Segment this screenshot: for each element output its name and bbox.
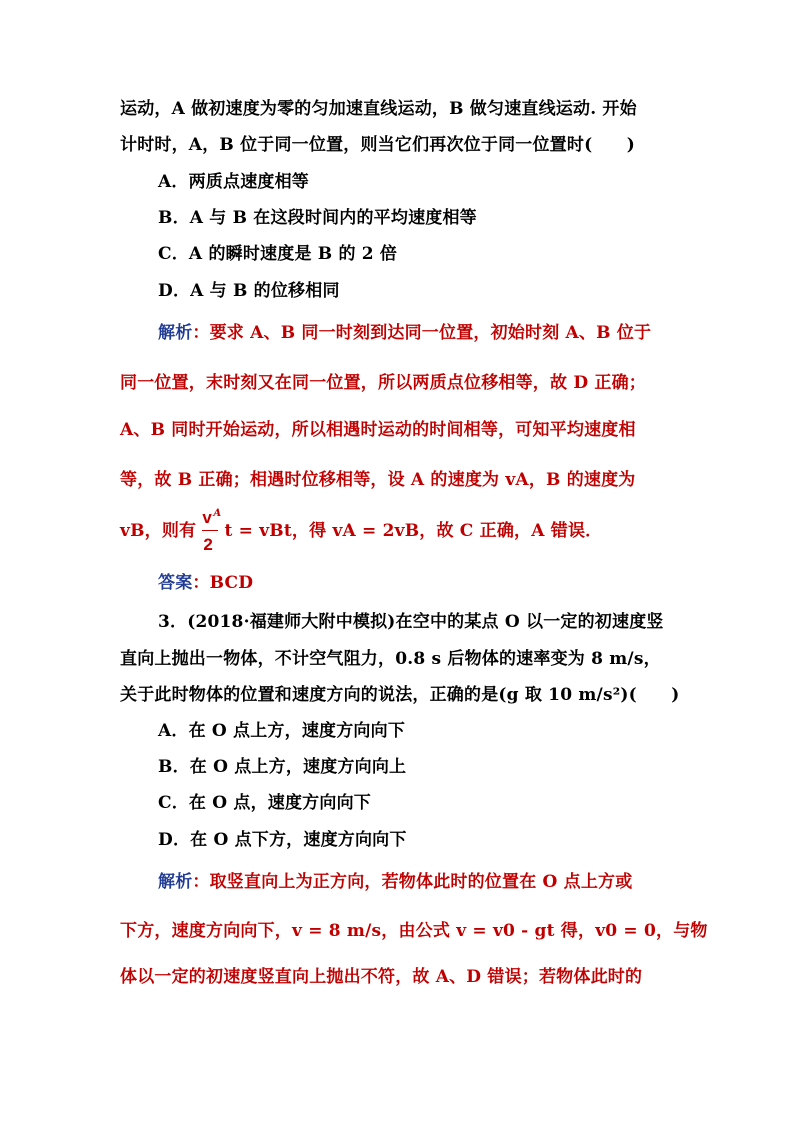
option-c: C．A 的瞬时速度是 B 的 2 倍 xyxy=(158,244,398,264)
analysis-formula-line xyxy=(120,507,603,554)
option-a: A．在 O 点上方，速度方向向下 xyxy=(158,721,406,741)
fraction-bar xyxy=(202,530,218,531)
analysis-text: ：取竖直向上为正方向，若物体此时的位置在 O 点上方或 xyxy=(192,872,633,892)
analysis-line: 下方，速度方向向下，v = 8 m/s，由公式 v = v0 - gt 得，v0 = 0，与物 xyxy=(120,921,708,941)
analysis-line: 等，故 B 正确；相遇时位移相等，设 A 的速度为 vA，B 的速度为 xyxy=(120,470,636,490)
problem-3-line: 直向上抛出一物体，不计空气阻力，0.8 s 后物体的速率变为 8 m/s， xyxy=(120,649,661,669)
option-c: C．在 O 点，速度方向向下 xyxy=(158,793,371,813)
option-d: D．在 O 点下方，速度方向向下 xyxy=(158,830,407,850)
option-b: B．在 O 点上方，速度方向向上 xyxy=(158,757,407,777)
answer-value: ：BCD xyxy=(192,573,254,593)
analysis-label: 解析 xyxy=(158,872,193,892)
answer-label: 答案 xyxy=(158,573,193,593)
analysis-line: A、B 同时开始运动，所以相遇时运动的时间相等，可知平均速度相 xyxy=(120,420,636,440)
fraction-numerator: v xyxy=(202,507,213,527)
analysis-line xyxy=(158,870,632,894)
analysis-text: ：要求 A、B 同一时刻到达同一位置，初始时刻 A、B 位于 xyxy=(192,323,652,343)
formula-text: vB，则有 xyxy=(120,521,197,541)
fraction-va-over-2 xyxy=(202,507,222,554)
option-a: A．两质点速度相等 xyxy=(158,172,309,192)
problem-3-line: 关于此时物体的位置和速度方向的说法，正确的是(g 取 10 m/s²)( ) xyxy=(120,685,680,705)
analysis-label: 解析 xyxy=(158,323,193,343)
fraction-denominator: 2 xyxy=(203,534,214,554)
formula-text: t = vBt，得 vA = 2vB，故 C 正确，A 错误． xyxy=(224,521,603,541)
analysis-line: 同一位置，末时刻又在同一位置，所以两质点位移相等，故 D 正确； xyxy=(120,373,646,393)
analysis-line xyxy=(158,321,651,345)
analysis-line: 体以一定的初速度竖直向上抛出不符，故 A、D 错误；若物体此时的 xyxy=(120,967,643,987)
problem-text-line: 运动，A 做初速度为零的匀加速直线运动，B 做匀速直线运动. 开始 xyxy=(120,99,637,119)
problem-3-line: 3．(2018·福建师大附中模拟)在空中的某点 O 以一定的初速度竖 xyxy=(158,612,664,632)
problem-text-line: 计时时，A，B 位于同一位置，则当它们再次位于同一位置时( ) xyxy=(120,135,635,155)
option-d: D．A 与 B 的位移相同 xyxy=(158,281,340,301)
option-b: B．A 与 B 在这段时间内的平均速度相等 xyxy=(158,208,477,228)
answer-line xyxy=(158,571,253,595)
fraction-numerator-sub: A xyxy=(213,507,222,519)
